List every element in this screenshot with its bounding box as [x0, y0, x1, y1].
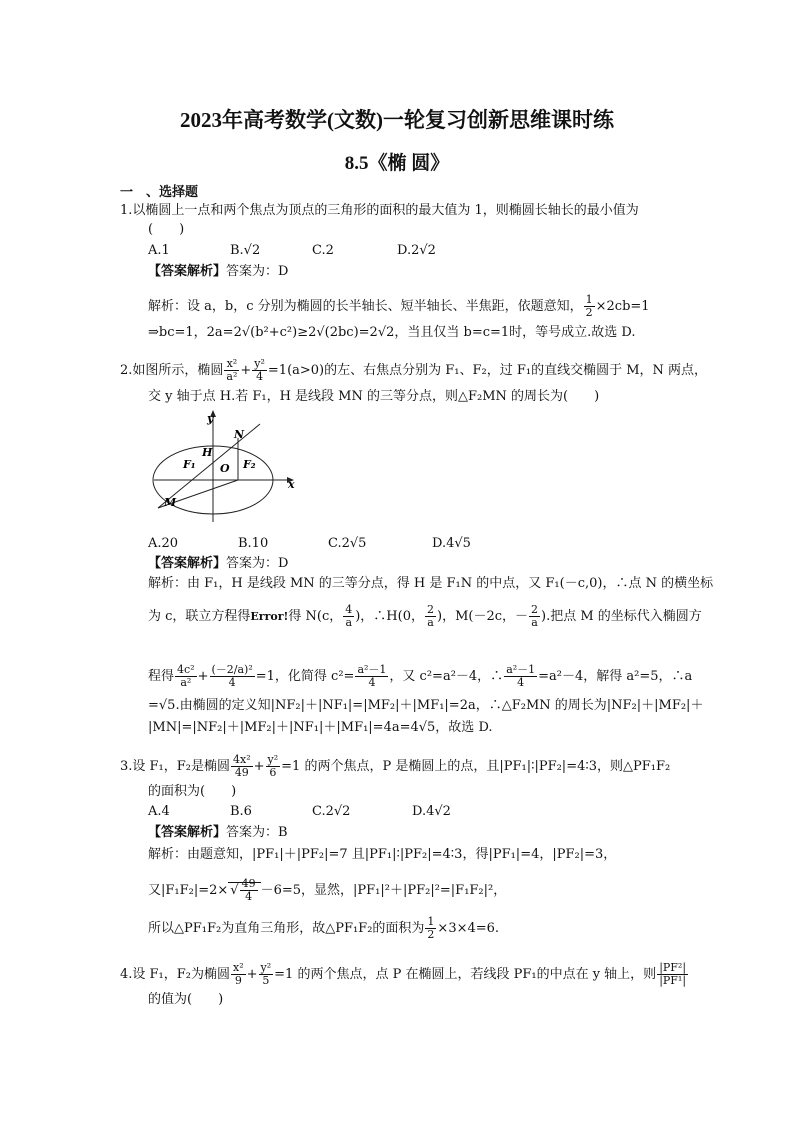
q2-analysis-line4: =√5.由椭圆的定义知|NF₂|＋|NF₁|=|MF₂|＋|MF₁|=2a，∴△F₂MN 的周长为|NF₂|＋|MF₂|＋ — [148, 698, 704, 713]
q1-stem: 1.以椭圆上一点和两个焦点为顶点的三角形的面积的最大值为 1，则椭圆长轴长的最小值为 — [120, 203, 639, 218]
answer-tag: 【答案解析】 — [148, 825, 227, 840]
q3-stem-line2: 的面积为( ) — [148, 784, 237, 799]
q3-analysis-line2: 又|F₁F₂|=2× √ $\frac{49}{4}$ －6=5，显然，|PF₁|²＋|PF₂|²=|F₁F₂|²， — [148, 877, 507, 903]
error-text: Error! — [250, 610, 289, 623]
q2-stem: 2.如图所示，椭圆 $\frac{\text{x²}}{\text{a²}}$ + $\frac{\text{y²}}{4}$ =1(a>0)的左、右焦点分别为 F₁、F₂，过 F₁的直线交椭圆于 M，N 两点， — [120, 357, 708, 383]
q1-answer — [148, 264, 288, 280]
label-y: y — [207, 412, 214, 425]
q4-stem: 4.设 F₁，F₂为椭圆 $\frac{\text{x²}}{9}$ + $\frac{\text{y²}}{5}$ =1 的两个焦点，点 P 在椭圆上，若线段 PF₁的中点在 y 轴上，则 $\frac{\text{|PF²|}}{\text{|PF¹|}}$ — [120, 961, 687, 987]
q2-analysis-line5: |MN|=|NF₂|＋|MF₂|＋|NF₁|＋|MF₁|=4a=4√5，故选 D. — [148, 720, 493, 735]
q1-paren: ( ) — [148, 222, 185, 237]
page-subtitle: 8.5《椭 圆》 — [344, 153, 450, 174]
stem-text: =1(a>0)的左、右焦点分别为 F₁、F₂，过 F₁的直线交椭圆于 M，N 两点， — [267, 363, 708, 378]
fraction: $\frac{\text{x²}}{\text{a²}}$ — [226, 357, 238, 383]
q3-analysis-line3: 所以△PF₁F₂为直角三角形，故△PF₁F₂的面积为 $\frac{1}{2}$ ×3×4=6. — [148, 915, 500, 941]
label-n: N — [234, 428, 245, 441]
page-title: 2023年高考数学(文数)一轮复习创新思维课时练 — [180, 108, 614, 132]
q2-answer — [148, 556, 288, 572]
fraction: $\frac{1}{2}$ — [585, 293, 593, 319]
label-h: H — [202, 446, 213, 459]
q2-analysis-line3: 程得 $\frac{\text{4c²}}{\text{a²}}$ + $\frac{\text{(－2/a)²}}{4}$ =1，化简得 c²= $\frac{\text{a²－1}}{4}$ ，又 c²=a²－4，∴ $\frac{\text{a²－1}}{4}$ =a²－4，解得 a²=5，∴a — [148, 663, 693, 689]
label-f2: F₂ — [243, 458, 256, 471]
analysis-text: ×2cb=1 — [595, 299, 650, 314]
q1-option-c: C.2 — [312, 243, 334, 258]
q3-answer — [148, 825, 288, 841]
label-o: O — [220, 462, 230, 475]
label-x: x — [288, 478, 295, 491]
answer-tag: 【答案解析】 — [148, 556, 227, 571]
section-heading: 一 、选择题 — [120, 185, 199, 200]
q2-option-c: C.2√5 — [328, 536, 367, 551]
q2-analysis-line2: 为 c，联立方程得Error!得 N(c， $\frac{4}{a}$ )，∴H(0， $\frac{2}{a}$ )，M(－2c，－ $\frac{2}{a}$ ).把点 M 的坐标代入椭圆方 — [148, 603, 702, 629]
q1-analysis-line2: ⇒bc=1，2a=2√(b²+c²)≥2√(2bc)=2√2，当且仅当 b=c=1时，等号成立.故选 D. — [148, 325, 636, 340]
q3-option-c: C.2√2 — [312, 804, 351, 819]
q2-option-a: A.20 — [148, 536, 179, 551]
q2-stem-line2: 交 y 轴于点 H.若 F₁，H 是线段 MN 的三等分点，则△F₂MN 的周长为( ) — [148, 389, 600, 404]
q3-option-d: D.4√2 — [412, 804, 451, 819]
answer-text: 答案为：B — [226, 825, 288, 840]
q1-option-a: A.1 — [148, 243, 170, 258]
label-m: M — [164, 496, 177, 509]
answer-text: 答案为：D — [226, 264, 289, 279]
q3-option-a: A.4 — [148, 804, 170, 819]
answer-tag: 【答案解析】 — [148, 264, 227, 279]
q1-option-d: D.2√2 — [397, 243, 436, 258]
q3-stem: 3.设 F₁，F₂是椭圆 $\frac{\text{4x²}}{49}$ + $\frac{\text{y²}}{6}$ =1 的两个焦点，P 是椭圆上的点，且|PF₁|∶|PF₂|=4∶3，则△PF₁F₂ — [120, 753, 671, 779]
q1-option-b: B.√2 — [230, 243, 261, 258]
q2-option-d: D.4√5 — [432, 536, 471, 551]
fraction: $\frac{\text{y²}}{4}$ — [254, 357, 265, 383]
analysis-text: 解析：设 a，b，c 分别为椭圆的长半轴长、短半轴长、半焦距，依题意知， — [148, 299, 583, 314]
q2-analysis-line1: 解析：由 F₁，H 是线段 MN 的三等分点，得 H 是 F₁N 的中点，又 F₁(－c,0)，∴点 N 的横坐标 — [148, 576, 714, 591]
q2-option-b: B.10 — [238, 536, 269, 551]
ellipse-figure — [150, 408, 300, 526]
label-f1: F₁ — [183, 458, 196, 471]
q3-analysis-line1: 解析：由题意知，|PF₁|＋|PF₂|=7 且|PF₁|∶|PF₂|=4∶3，得|PF₁|=4，|PF₂|=3， — [148, 847, 617, 862]
q3-option-b: B.6 — [230, 804, 252, 819]
answer-text: 答案为：D — [226, 556, 289, 571]
q4-stem-line2: 的值为( ) — [148, 992, 224, 1007]
stem-text: 2.如图所示，椭圆 — [120, 363, 224, 378]
q1-analysis-line1 — [148, 294, 650, 319]
